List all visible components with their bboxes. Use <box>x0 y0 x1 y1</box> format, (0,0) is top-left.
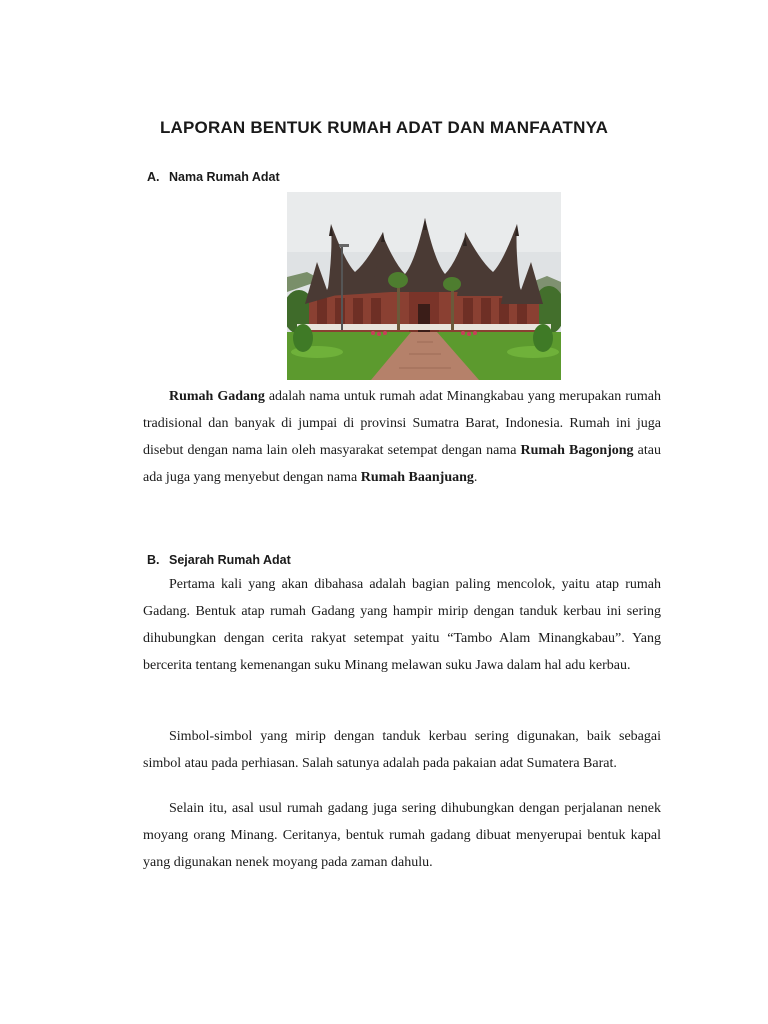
photo-shrub-right <box>533 324 553 352</box>
section-a-paragraph <box>143 383 661 491</box>
photo-fence <box>297 324 551 330</box>
section-b-paragraph-2 <box>143 723 661 777</box>
term-rumah-bagonjong: Rumah Bagonjong <box>520 443 634 458</box>
section-b-text-1: Pertama kali yang akan dibahasa adalah bagian paling mencolok, yaitu atap rumah Gadang. Bentuk atap rumah Gadang yang hampir mirip dengan tanduk kerbau ini sering dihubungkan dengan cerita rakyat setempat yaitu “Tambo Alam Minangkabau”. Yang bercerita tentang kemenangan suku Minang melawan suku Jawa dalam hal adu kerbau. <box>143 577 661 673</box>
photo-palm-crown-1 <box>388 272 408 288</box>
section-b-text-2: Simbol-simbol yang mirip dengan tanduk kerbau sering digunakan, baik sebagai simbol atau pada perhiasan. Salah satunya adalah pada pakaian adat Sumatera Barat. <box>143 729 661 771</box>
rumah-gadang-photo <box>287 192 561 380</box>
section-b-title: Sejarah Rumah Adat <box>169 553 291 567</box>
photo-lamp-post <box>341 246 343 330</box>
section-b-paragraph-3 <box>143 795 661 876</box>
photo-palm-trunk-1 <box>397 284 400 330</box>
photo-lamp-head <box>339 244 349 247</box>
photo-shrub-left <box>293 324 313 352</box>
photo-lawn-patch-right <box>507 346 559 358</box>
section-a-number: A. <box>147 170 160 184</box>
photo-palm-trunk-2 <box>451 288 454 330</box>
section-b-text-3: Selain itu, asal usul rumah gadang juga sering dihubungkan dengan perjalanan nenek moyang orang Minang. Ceritanya, bentuk rumah gadang dibuat menyerupai bentuk kapal yang digunakan nenek moyang pada zaman dahulu. <box>143 801 661 870</box>
section-a-heading <box>147 170 280 184</box>
rumah-gadang-illustration <box>287 192 561 380</box>
document-title: LAPORAN BENTUK RUMAH ADAT DAN MANFAATNYA <box>159 118 609 137</box>
photo-palm-crown-2 <box>443 277 461 291</box>
section-b-number: B. <box>147 553 160 567</box>
section-a-text-3: . <box>473 470 478 485</box>
section-a-title: Nama Rumah Adat <box>169 170 280 184</box>
term-rumah-gadang: Rumah Gadang <box>169 389 265 404</box>
section-a-text-1: adalah nama untuk rumah adat Minangkabau yang merupakan rumah tradisional dan banyak di jumpai di provinsi Sumatra Barat, Indonesia. Rumah ini juga disebut dengan nama lain oleh masyarakat setempat dengan nama <box>143 389 661 458</box>
section-b-heading <box>147 553 291 567</box>
section-a-text-2: atau ada juga yang menyebut dengan nama <box>143 443 661 485</box>
term-rumah-baanjuang: Rumah Baanjuang <box>360 470 474 485</box>
section-b-paragraph-1 <box>143 571 661 679</box>
